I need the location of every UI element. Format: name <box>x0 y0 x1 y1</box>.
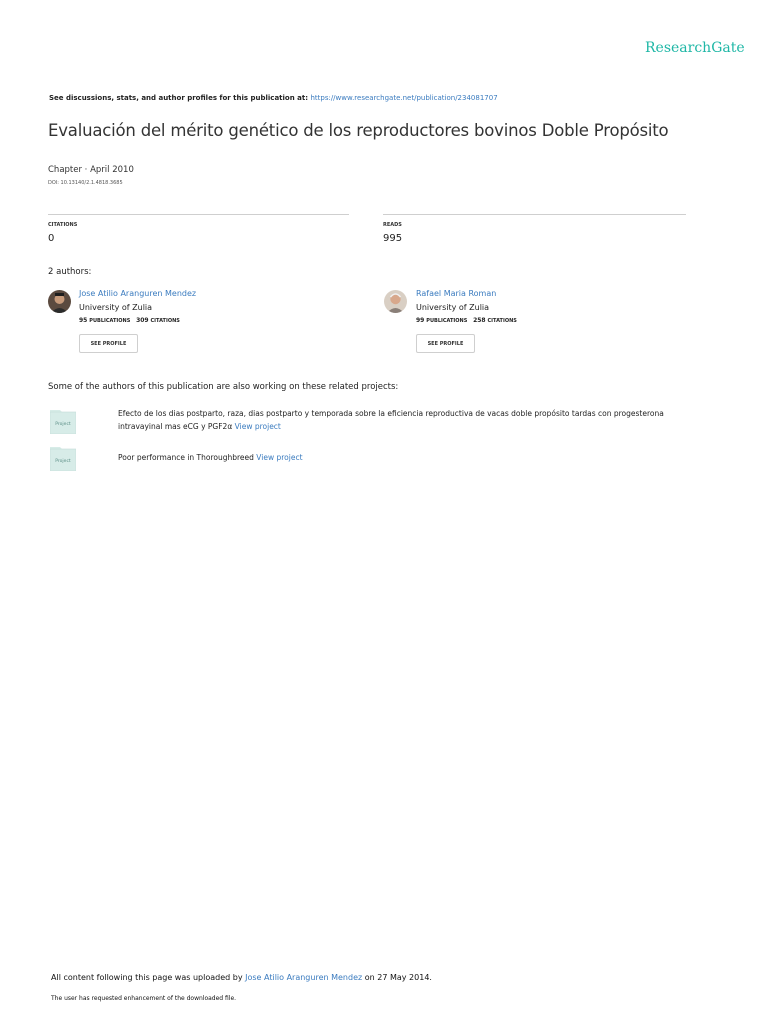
author-1-affiliation: University of Zulia <box>79 303 153 312</box>
reads-label: READS <box>383 222 402 228</box>
upload-note <box>51 973 432 982</box>
related-projects-heading: Some of the authors of this publication are also working on these related projects: <box>48 382 399 392</box>
author-2-affiliation: University of Zulia <box>416 303 490 312</box>
researchgate-logo[interactable]: ResearchGate <box>645 40 745 56</box>
upload-prefix: All content following this page was uploaded by <box>51 973 246 982</box>
enhancement-note: The user has requested enhancement of the downloaded file. <box>51 995 237 1002</box>
author-2-citations-count: 258 <box>473 317 486 324</box>
publication-title: Evaluación del mérito genético de los reproductores bovinos Doble Propósito <box>48 121 669 140</box>
author-1-stats <box>79 317 180 324</box>
project-1-description <box>118 408 698 433</box>
author-2-stats <box>416 317 517 324</box>
authors-heading: 2 authors: <box>48 267 92 277</box>
divider-right <box>383 214 686 215</box>
uploader-link[interactable]: Jose Atilio Aranguren Mendez <box>245 973 363 982</box>
intro-text: See discussions, stats, and author profiles for this publication at: <box>49 94 311 102</box>
avatar-author-1[interactable] <box>48 290 71 313</box>
project-folder-icon[interactable] <box>50 445 76 471</box>
author-1-publications-label: PUBLICATIONS <box>89 318 131 324</box>
project-icon-label: Project <box>55 459 71 464</box>
citations-value: 0 <box>48 233 55 244</box>
project-icon-label: Project <box>55 422 71 427</box>
author-2-publications-count: 99 <box>416 317 425 324</box>
project-2-text: Poor performance in Thoroughbreed <box>118 453 254 462</box>
publication-url-link[interactable]: https://www.researchgate.net/publication/234081707 <box>310 94 498 102</box>
author-2-name-link[interactable]: Rafael Maria Roman <box>416 289 497 298</box>
project-folder-icon[interactable] <box>50 408 76 434</box>
author-1-name-link[interactable]: Jose Atilio Aranguren Mendez <box>79 289 197 298</box>
avatar-author-2[interactable] <box>384 290 407 313</box>
project-1-view-link[interactable]: View project <box>234 421 281 431</box>
divider-left <box>48 214 349 215</box>
project-2-description <box>118 452 698 465</box>
reads-value: 995 <box>383 233 403 244</box>
author-2-citations-label: CITATIONS <box>487 318 517 324</box>
publication-intro <box>49 94 498 102</box>
upload-suffix: on 27 May 2014. <box>362 973 432 982</box>
project-1-text: Efecto de los dias postparto, raza, dias postparto y temporada sobre la eficiencia reproductiva de vacas doble propósito tardas con progesterona intravayinal mas eCG y PGF2α <box>118 409 664 431</box>
author-1-citations-count: 309 <box>136 317 149 324</box>
publication-type-date: Chapter · April 2010 <box>48 165 134 175</box>
see-profile-button-author-1[interactable]: SEE PROFILE <box>79 334 138 353</box>
publication-doi: DOI: 10.13140/2.1.4818.3685 <box>48 180 123 186</box>
author-1-publications-count: 95 <box>79 317 88 324</box>
citations-label: CITATIONS <box>48 222 78 228</box>
author-1-citations-label: CITATIONS <box>150 318 180 324</box>
project-2-view-link[interactable]: View project <box>256 453 303 462</box>
see-profile-button-author-2[interactable]: SEE PROFILE <box>416 334 475 353</box>
author-2-publications-label: PUBLICATIONS <box>426 318 468 324</box>
